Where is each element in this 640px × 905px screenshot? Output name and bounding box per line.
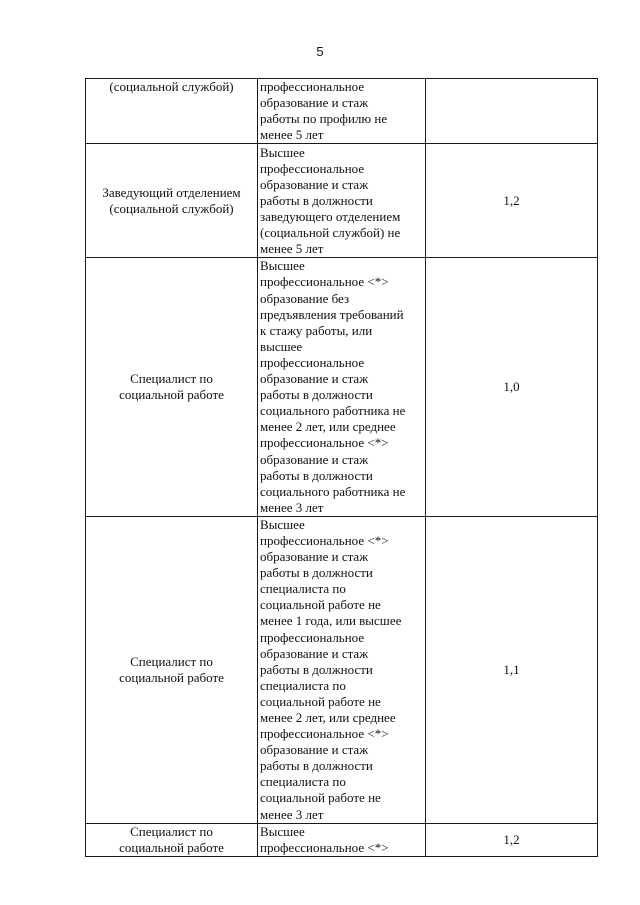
requirement-line: образование и стаж — [260, 549, 369, 565]
requirement-line: менее 1 года, или высшее — [260, 613, 402, 629]
requirement-line: образование и стаж — [260, 371, 369, 387]
requirement-line: образование и стаж — [260, 742, 369, 758]
table-row — [86, 79, 598, 144]
position-line: Специалист по — [130, 653, 213, 669]
requirement-line: профессиональное <*> — [260, 435, 389, 451]
requirement-line: профессиональное — [260, 354, 365, 370]
requirement-line: к стажу работы, или — [260, 322, 373, 338]
requirement-line: Высшее — [260, 516, 305, 532]
coefficient-cell — [426, 79, 598, 144]
position-cell — [86, 823, 258, 856]
requirement-line: профессиональное <*> — [260, 839, 389, 855]
coefficient-cell: 1,1 — [426, 516, 598, 823]
position-line: Специалист по — [130, 823, 213, 839]
requirement-line: менее 5 лет — [260, 127, 324, 143]
requirement-line: социальной работе не — [260, 597, 381, 613]
position-line: социальной работе — [119, 839, 224, 855]
requirement-line: социального работника не — [260, 483, 406, 499]
coefficient-cell: 1,2 — [426, 144, 598, 258]
requirement-line: работы в должности — [260, 565, 373, 581]
requirement-line: менее 3 лет — [260, 499, 324, 515]
requirement-line: работы в должности — [260, 192, 373, 208]
requirement-line: социальной работе не — [260, 693, 381, 709]
position-line: социальной работе — [119, 669, 224, 685]
requirement-line: специалиста по — [260, 677, 346, 693]
requirement-line: менее 2 лет, или среднее — [260, 419, 396, 435]
requirement-line: работы в должности — [260, 661, 373, 677]
requirement-line: образование и стаж — [260, 95, 369, 111]
requirement-line: специалиста по — [260, 774, 346, 790]
coefficient-cell: 1,0 — [426, 258, 598, 517]
requirement-line: образование и стаж — [260, 176, 369, 192]
table-body — [86, 79, 598, 857]
requirement-line: высшее — [260, 338, 303, 354]
requirement-line: профессиональное <*> — [260, 274, 389, 290]
requirements-cell — [258, 144, 426, 258]
requirement-line: Высшее — [260, 258, 305, 274]
table-row — [86, 516, 598, 823]
requirement-line: работы в должности — [260, 758, 373, 774]
requirement-line: работы в должности — [260, 467, 373, 483]
requirement-line: менее 3 лет — [260, 806, 324, 822]
requirement-line: социальной работе не — [260, 790, 381, 806]
requirement-line: образование и стаж — [260, 645, 369, 661]
requirement-line: заведующего отделением — [260, 208, 401, 224]
position-cell — [86, 258, 258, 517]
position-line: социальной работе — [119, 387, 224, 403]
requirement-line: работы в должности — [260, 387, 373, 403]
requirement-line: Высшее — [260, 144, 305, 160]
position-line: Специалист по — [130, 371, 213, 387]
position-cell — [86, 79, 258, 144]
requirement-line: профессиональное <*> — [260, 532, 389, 548]
requirement-line: работы по профилю не — [260, 111, 388, 127]
page-number: 5 — [316, 44, 324, 59]
position-line: (социальной службой) — [109, 79, 234, 94]
requirements-cell — [258, 79, 426, 144]
requirement-line: профессиональное — [260, 160, 365, 176]
position-cell — [86, 144, 258, 258]
requirement-line: профессиональное — [260, 79, 365, 94]
table-row — [86, 258, 598, 517]
requirement-line: профессиональное — [260, 629, 365, 645]
requirements-cell — [258, 258, 426, 517]
position-line: (социальной службой) — [109, 200, 234, 216]
requirement-line: социального работника не — [260, 403, 406, 419]
requirement-line: менее 2 лет, или среднее — [260, 710, 396, 725]
requirement-line: Высшее — [260, 823, 305, 839]
requirement-line: специалиста по — [260, 581, 346, 597]
requirements-cell — [258, 823, 426, 856]
table-row — [86, 823, 598, 856]
requirement-line: образование и стаж — [260, 451, 369, 467]
requirements-cell — [258, 516, 426, 823]
requirement-line: профессиональное <*> — [260, 726, 389, 742]
requirement-line: (социальной службой) не — [260, 225, 401, 241]
requirement-line: предъявления требований — [260, 306, 404, 322]
requirement-line: менее 5 лет — [260, 241, 324, 257]
table-row — [86, 144, 598, 258]
position-cell — [86, 516, 258, 823]
coefficient-cell: 1,2 — [426, 823, 598, 856]
qualification-table — [85, 78, 598, 857]
requirement-line: образование без — [260, 290, 350, 306]
position-line: Заведующий отделением — [102, 184, 241, 200]
